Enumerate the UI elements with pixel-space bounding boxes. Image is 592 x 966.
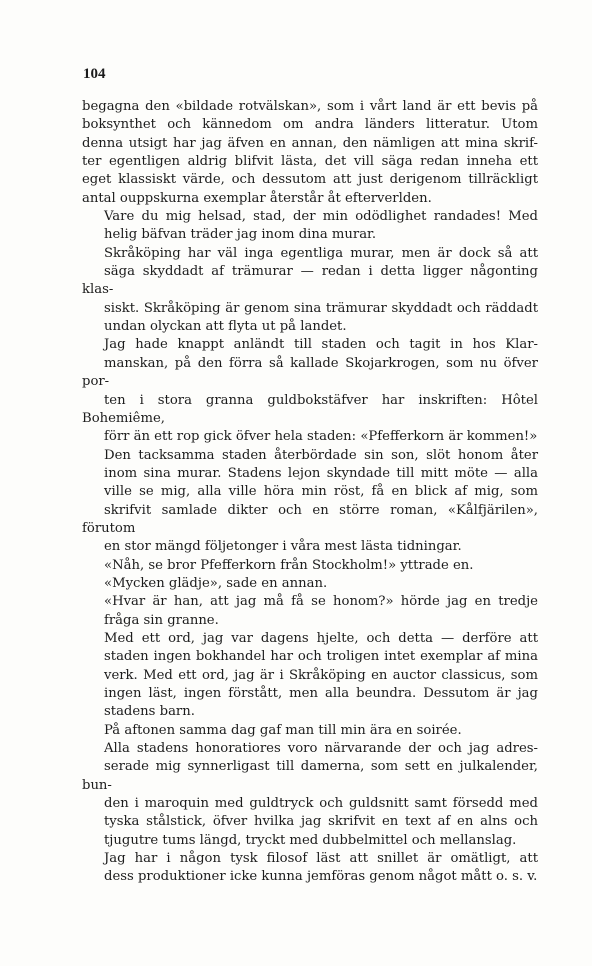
- text-line: antal ouppskurna exemplar återstår åt efterverlden.: [82, 190, 432, 206]
- text-line: tyska stålstick, öfver hvilka jag skrifvit en text af en alns och: [104, 814, 538, 830]
- paragraph: [82, 208, 538, 245]
- text-line: Vare du mig helsad, stad, der min odödlighet randades! Med: [104, 209, 538, 225]
- text-line: inom sina murar. Stadens lejon skyndade till mitt möte — alla: [104, 465, 538, 481]
- text-line: fråga sin granne.: [104, 612, 219, 628]
- text-line: ten i stora granna guldbokstäfver har inskriften: Hôtel Bohemiême,: [82, 392, 538, 426]
- body-text: [82, 98, 538, 887]
- text-line: Med ett ord, jag var dagens hjelte, och detta — derföre att: [104, 630, 538, 646]
- text-line: Skråköping har väl inga egentliga murar, men är dock så att: [104, 245, 538, 261]
- text-line: stadens barn.: [104, 704, 195, 720]
- text-line: Jag hade knappt anländt till staden och tagit in hos Klar-: [104, 337, 538, 353]
- paragraph: [82, 98, 538, 208]
- text-line: ingen läst, ingen förstått, men alla beundra. Dessutom är jag: [104, 686, 538, 701]
- text-line: boksynthet och kännedom om andra länders litteratur. Utom: [82, 117, 538, 133]
- paragraph: [82, 593, 538, 630]
- paragraph: [82, 630, 538, 722]
- text-line: den i maroquin med guldtryck och guldsnitt samt försedd med: [104, 796, 538, 812]
- text-line: denna utsigt har jag äfven en annan, den nämligen att mina skrif-: [82, 135, 538, 151]
- text-line: verk. Med ett ord, jag är i Skråköping en auctor classicus, som: [104, 667, 538, 683]
- text-line: «Mycken glädje», sade en annan.: [104, 575, 328, 591]
- text-line: «Nåh, se bror Pfefferkorn från Stockholm!» yttrade en.: [104, 557, 474, 573]
- paragraph: [82, 722, 538, 740]
- text-line: siskt. Skråköping är genom sina trämurar skyddadt och räddadt: [104, 300, 538, 316]
- text-line: ter egentligen aldrig blifvit lästa, det vill säga redan inneha ett: [82, 154, 538, 170]
- text-line: undan olyckan att flyta ut på landet.: [104, 319, 347, 335]
- paragraph: [82, 245, 538, 337]
- paragraph: [82, 336, 538, 446]
- text-line: ville se mig, alla ville höra min röst, få en blick af mig, som: [104, 484, 538, 500]
- page-number: 104: [83, 66, 106, 82]
- text-line: Jag har i någon tysk filosof läst att snillet är omätligt, att: [104, 851, 538, 867]
- paragraph: [82, 557, 538, 575]
- text-line: skrifvit samlade dikter och en större roman, «Kålfjärilen», förutom: [82, 502, 538, 536]
- text-line: staden ingen bokhandel har och troligen intet exemplar af mina: [104, 649, 538, 665]
- text-line: en stor mängd följetonger i våra mest lästa tidningar.: [104, 539, 462, 555]
- text-line: dess produktioner icke kunna jemföras genom något mått o. s. v.: [104, 869, 538, 885]
- text-line: helig bäfvan träder jag inom dina murar.: [104, 227, 377, 243]
- text-line: eget klassiskt värde, och dessutom att just derigenom tillräckligt: [82, 172, 538, 188]
- text-line: förr än ett rop gick öfver hela staden: «Pfefferkorn är kommen!»: [104, 429, 538, 445]
- text-line: begagna den «bildade rotvälskan», som i vårt land är ett bevis på: [82, 99, 538, 114]
- paragraph: [82, 850, 538, 887]
- text-line: På aftonen samma dag gaf man till min ära en soirée.: [104, 722, 462, 738]
- paragraph: [82, 740, 538, 850]
- text-line: Alla stadens honoratiores voro närvarande der och jag adres-: [104, 741, 538, 757]
- text-line: «Hvar är han, att jag må få se honom?» hörde jag en tredje: [104, 594, 538, 610]
- text-line: manskan, på den förra så kallade Skojarkrogen, som nu öfver por-: [82, 355, 538, 390]
- paragraph: [82, 447, 538, 557]
- text-line: Den tacksamma staden återbördade sin son, slöt honom åter: [104, 447, 538, 463]
- paragraph: [82, 575, 538, 593]
- text-line: tjugutre tums längd, tryckt med dubbelmittel och mellanslag.: [104, 832, 517, 848]
- text-line: serade mig synnerligast till damerna, som sett en julkalender, bun-: [82, 759, 538, 793]
- text-line: säga skyddadt af trämurar — redan i detta ligger någonting klas-: [82, 264, 538, 298]
